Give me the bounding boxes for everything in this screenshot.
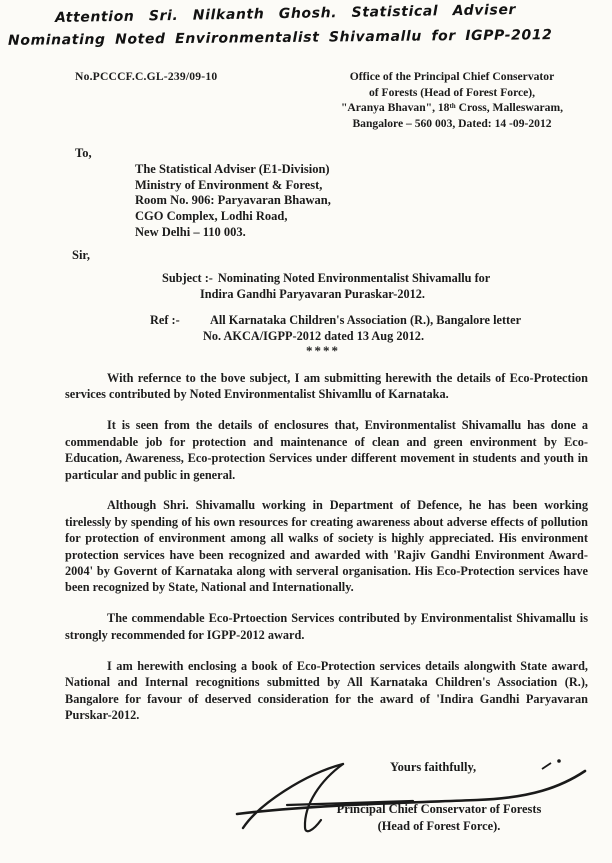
body-paragraph-1: With refernce to the bove subject, I am submitting herewith the details of Eco-Protection services contributed by Noted Environmentalist Shivamllu of Karnataka.: [65, 371, 588, 402]
recipient-line: Ministry of Environment & Forest,: [135, 177, 323, 192]
handwritten-annotation-line1: Attention Sri. Nilkanth Ghosh. Statistical Adviser: [54, 1, 517, 27]
office-line: "Aranya Bhavan", 18ᵗʰ Cross, Malleswaram,: [340, 101, 564, 114]
subject-line-2: Indira Gandhi Paryavaran Puraskar-2012.: [200, 287, 426, 301]
sender-office-block: [318, 69, 586, 131]
signatory-designation-block: [308, 801, 570, 834]
signatory-subtitle: (Head of Forest Force).: [377, 818, 501, 833]
handwritten-annotation-line2: Nominating Noted Environmentalist Shivamallu for IGPP-2012: [7, 27, 553, 49]
recipient-line: Room No. 906: Paryavaran Bhawan,: [135, 193, 331, 208]
body-paragraph-5: I am herewith enclosing a book of Eco-Protection services details alongwith State award, National and Internal recognitions submitted by All Karnataka Children's Association (R.), Bangalore for favour of deserved consideration for the award of 'Indira Gandhi Paryavaran Purskar-2012.: [65, 658, 588, 722]
body-paragraph-3: Although Shri. Shivamallu working in Department of Defence, he has been working tirelessly by spending of his own resources for creating awareness about adverse effects of pollution for protection of environment among all walks of society is highly appreciated. His environment protection services have been recognized and awarded with 'Rajiv Gandhi Environment Award-2004' by Governt of Karnataka along with serveral organisation. His Eco-Protection services have been recognized by State, National and Internationally.: [65, 498, 588, 595]
body-paragraph-2: It is seen from the details of enclosures that, Environmentalist Shivamallu has done a commendable job for protection and maintenance of clean and green environment by Eco-Education, Awareness, Eco-protection Services under different movement in students and youth in particular and public in general.: [65, 418, 588, 482]
reference-line-2: No. AKCA/IGPP-2012 dated 13 Aug 2012.: [203, 329, 425, 343]
reference-line-1: [150, 313, 521, 328]
closing-salutation: Yours faithfully,: [390, 760, 477, 774]
reference-text: All Karnataka Children's Association (R.), Bangalore letter: [210, 313, 522, 327]
office-line: of Forests (Head of Forest Force),: [368, 85, 536, 99]
subject-label: Subject :-: [162, 271, 213, 285]
recipient-address-block: [135, 162, 331, 241]
letter-body: [65, 370, 588, 738]
office-line: Office of the Principal Chief Conservator: [349, 70, 555, 83]
salutation-sir: Sir,: [72, 248, 90, 262]
office-line-date: Bangalore – 560 003, Dated: 14 -09-2012: [352, 116, 552, 130]
recipient-line: CGO Complex, Lodhi Road,: [135, 209, 288, 224]
recipient-line: The Statistical Adviser (E1-Division): [135, 162, 330, 176]
salutation-to: To,: [75, 146, 92, 160]
subject-line-1: [162, 271, 490, 286]
subject-text: Nominating Noted Environmentalist Shivamallu for: [217, 271, 491, 285]
letter-reference-number: No.PCCCF.C.GL-239/09-10: [75, 70, 218, 83]
signatory-title: Principal Chief Conservator of Forests: [336, 802, 542, 816]
body-paragraph-4: The commendable Eco-Prtoection Services contributed by Environmentalist Shivamallu is strongly recommended for IGPP-2012 award.: [65, 611, 588, 642]
handwritten-tick-mark: [538, 757, 568, 773]
asterisk-separator: ****: [306, 343, 340, 358]
recipient-line: New Delhi – 110 003.: [135, 224, 246, 239]
reference-label: Ref :-: [150, 313, 180, 327]
